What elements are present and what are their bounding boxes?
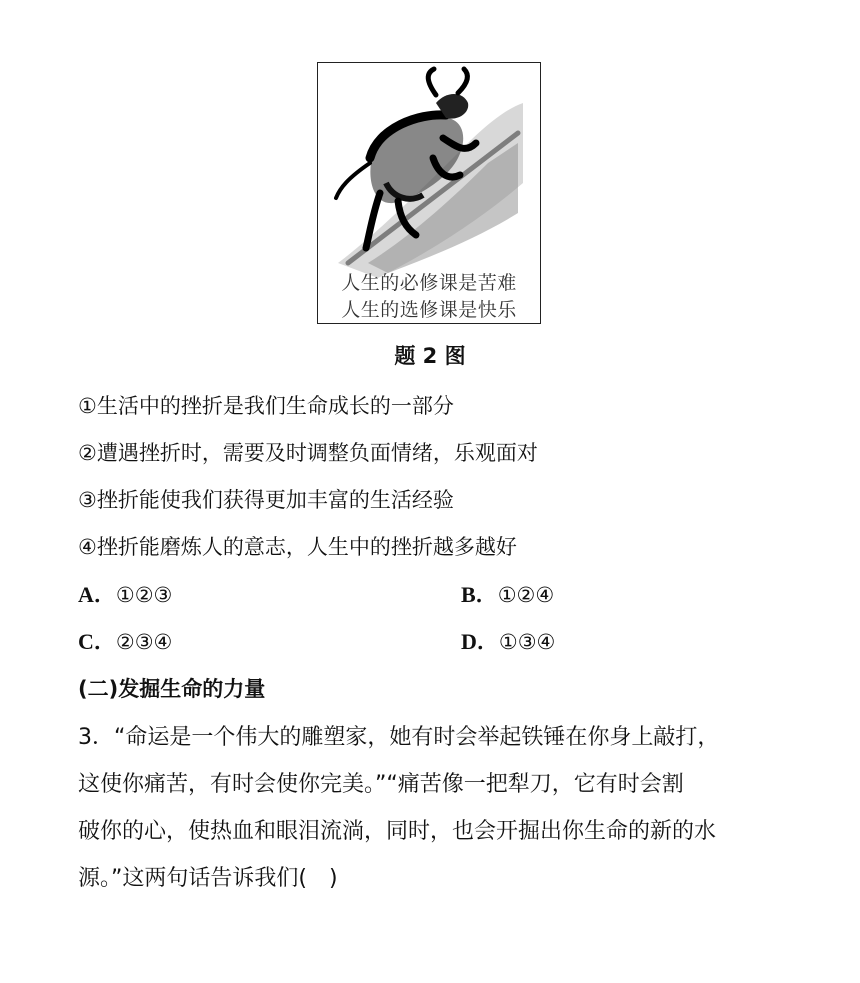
statement-4: ④挫折能磨炼人的意志，人生中的挫折越多越好 [78,535,517,559]
option-c-label: C． [78,629,116,654]
option-b-label: B． [461,582,498,607]
figure-title: 题 2 图 [394,344,466,368]
option-c-text: ②③④ [115,630,173,654]
option-c[interactable] [78,625,172,656]
section-heading: (二)发掘生命的力量 [78,677,266,701]
question3-line4: 源。”这两句话告诉我们( ) [78,866,338,891]
option-b-text: ①②④ [497,583,555,607]
option-d[interactable] [461,625,555,656]
statement-2: ②遭遇挫折时，需要及时调整负面情绪，乐观面对 [78,441,538,465]
question3-line2: 这使你痛苦，有时会使你完美。”“痛苦像一把犁刀，它有时会割 [78,772,684,797]
option-a[interactable] [78,578,172,609]
option-d-text: ①③④ [498,630,556,654]
option-a-text: ①②③ [115,583,173,607]
figure-caption-line2: 人生的选修课是快乐 [341,299,517,321]
option-b[interactable] [461,578,554,609]
option-a-label: A． [78,582,116,607]
question3-line1: 3．“命运是一个伟大的雕塑家，她有时会举起铁锤在你身上敲打， [78,725,720,750]
question3-line3: 破你的心，使热血和眼泪流淌，同时，也会开掘出你生命的新的水 [78,819,717,844]
option-d-label: D． [461,629,499,654]
figure-illustration [317,62,541,324]
statement-3: ③挫折能使我们获得更加丰富的生活经验 [78,488,454,512]
figure-caption-line1: 人生的必修课是苦难 [341,272,517,294]
statement-1: ①生活中的挫折是我们生命成长的一部分 [78,394,454,418]
